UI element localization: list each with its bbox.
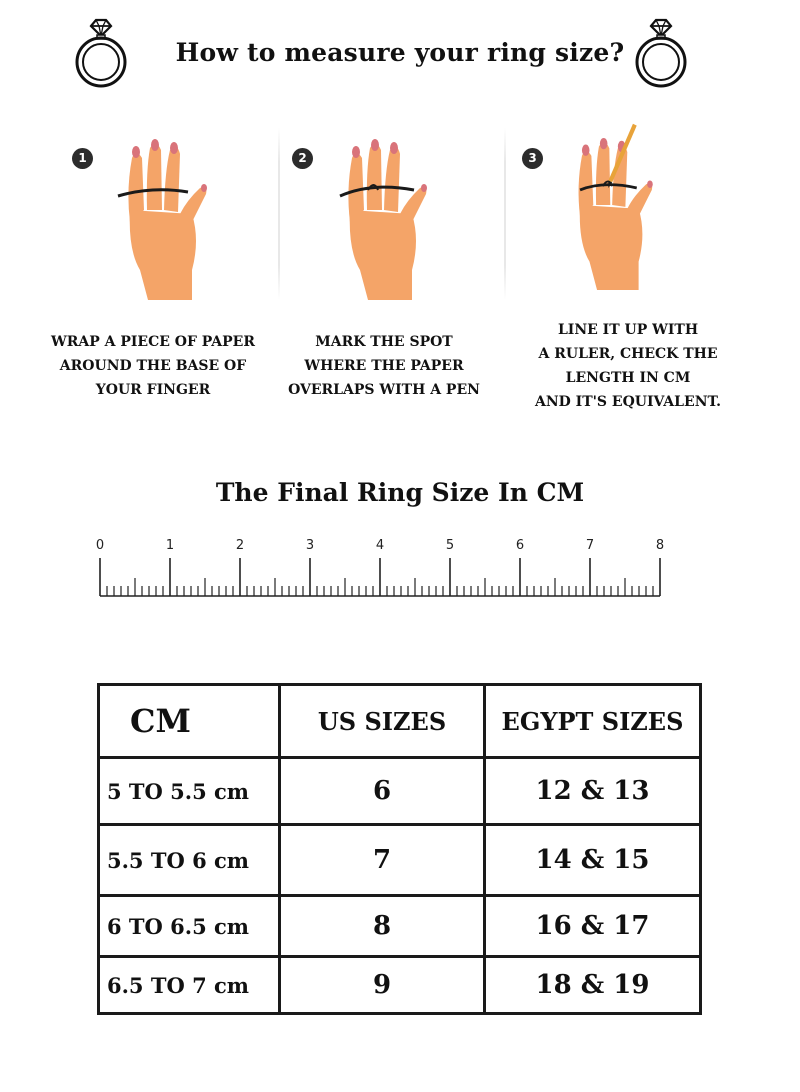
table-cell-us: 6 [280,758,485,825]
table-header-us: US SIZES [280,685,485,758]
ruler-tick-label: 5 [445,538,455,553]
ruler-tick-label: 4 [375,538,385,553]
table-cell-us: 8 [280,896,485,957]
step-divider [278,128,280,300]
step-caption-3: LINE IT UP WITH A RULER, CHECK THE LENGTH IN CM AND IT'S EQUIVALENT. [535,322,721,410]
table-cell-us: 7 [280,825,485,896]
table-header-cm: CM [99,685,280,758]
table-row [99,758,701,825]
step-number-1: 1 [72,148,93,169]
table-cell-cm: 6.5 TO 7 cm [99,957,280,1014]
table-header-row [99,685,701,758]
hand-with-paper-strip [92,130,242,300]
table-cell-cm: 5 TO 5.5 cm [99,758,280,825]
ruler-tick-label: 0 [95,538,105,553]
table-cell-us: 9 [280,957,485,1014]
step-caption-1: WRAP A PIECE OF PAPER AROUND THE BASE OF YOUR FINGER [50,334,255,398]
hand-with-pen [540,120,690,290]
step-number-3: 3 [522,148,543,169]
ruler-tick-label: 3 [305,538,315,553]
table-row [99,896,701,957]
table-cell-egypt: 18 & 19 [485,957,701,1014]
ruler-tick-label: 8 [655,538,665,553]
table-row [99,825,701,896]
ruler-tick-label: 6 [515,538,525,553]
diamond-ring-icon [628,18,694,88]
ruler-tick-label: 2 [235,538,245,553]
hand-with-marked-strip [312,130,462,300]
page-title: How to measure your ring size? [175,38,625,67]
ruler [90,550,670,600]
step-divider [504,128,506,300]
table-cell-egypt: 12 & 13 [485,758,701,825]
ruler-tick-label: 7 [585,538,595,553]
table-cell-egypt: 16 & 17 [485,896,701,957]
step-caption-2: MARK THE SPOT WHERE THE PAPER OVERLAPS WITH A PEN [288,334,480,398]
table-cell-cm: 5.5 TO 6 cm [99,825,280,896]
ruler-tick-label: 1 [165,538,175,553]
size-table [97,683,702,1015]
table-row [99,957,701,1014]
table-cell-cm: 6 TO 6.5 cm [99,896,280,957]
step-number-2: 2 [292,148,313,169]
table-header-egypt: EGYPT SIZES [485,685,701,758]
table-cell-egypt: 14 & 15 [485,825,701,896]
ruler-title: The Final Ring Size In CM [215,478,585,507]
